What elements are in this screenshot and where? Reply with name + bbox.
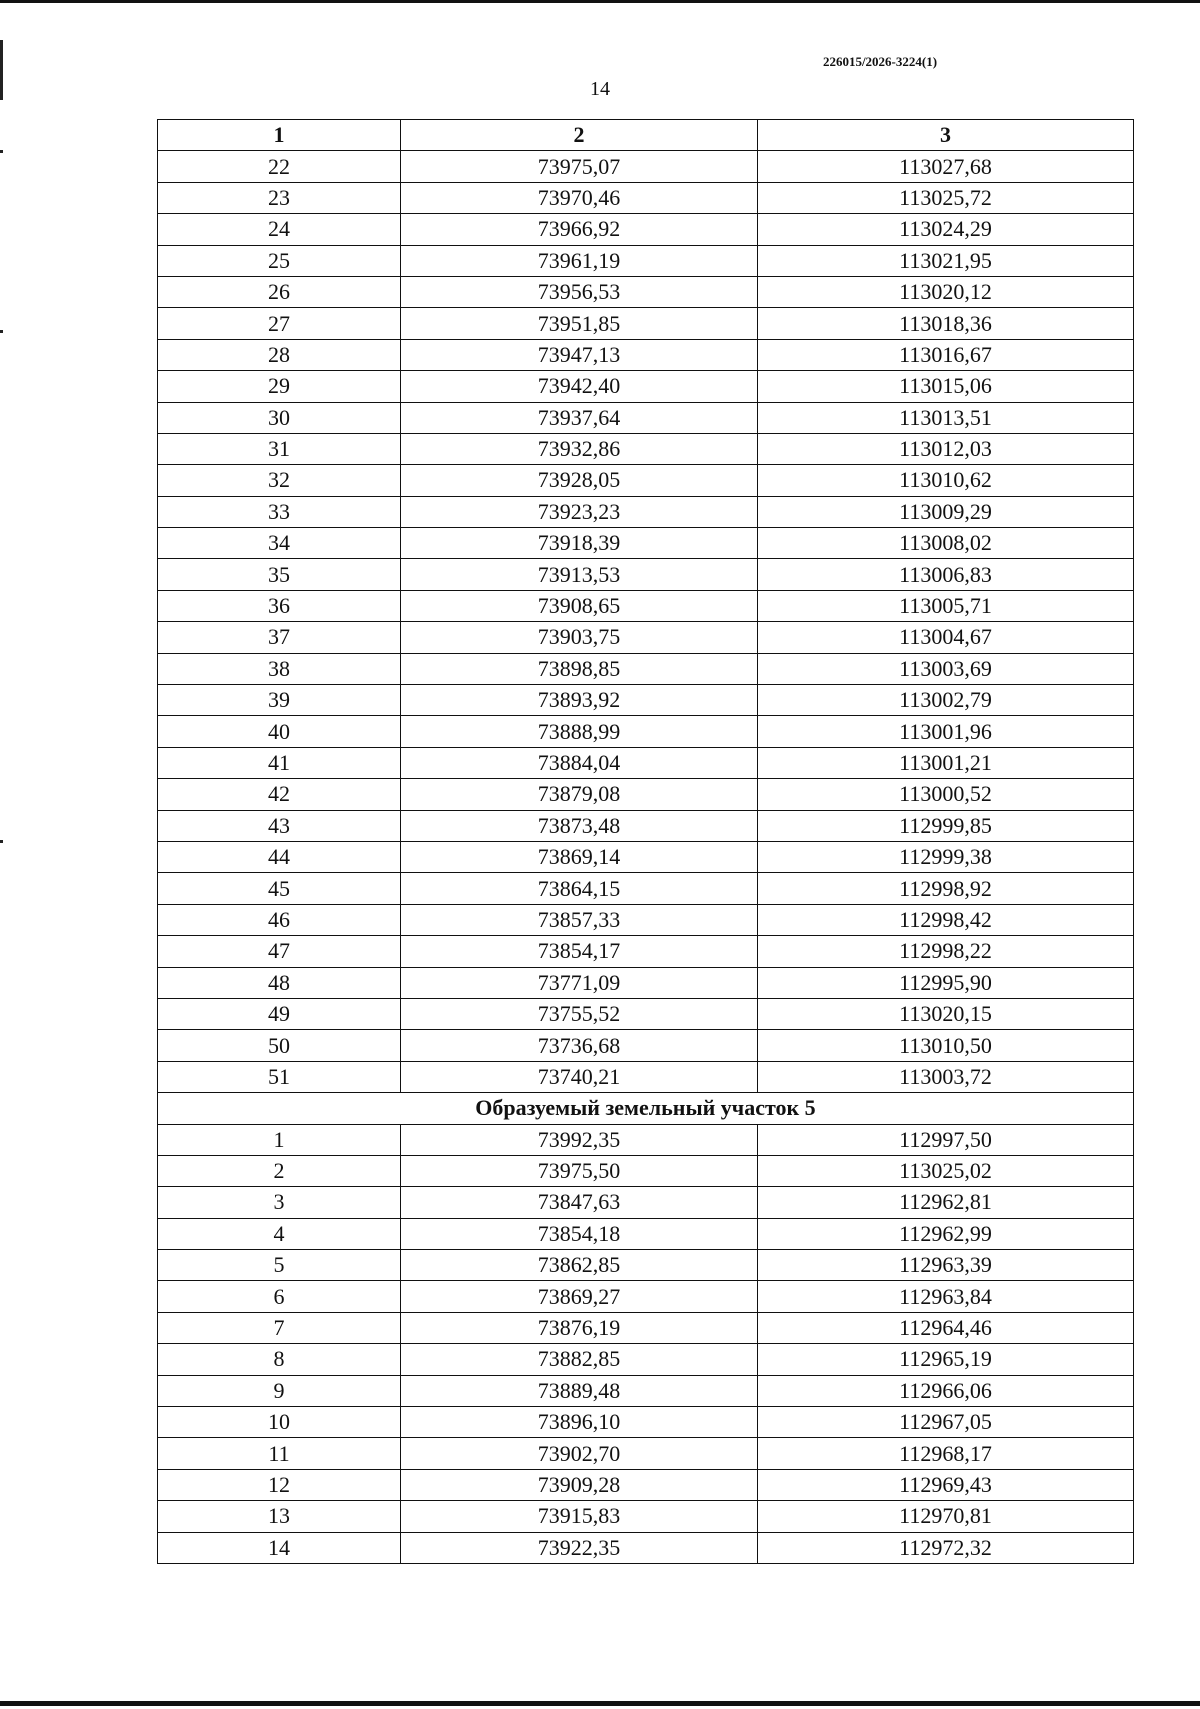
x-coordinate-cell: 73942,40: [401, 371, 758, 402]
y-coordinate-cell: 113001,96: [758, 716, 1134, 747]
table-row: [158, 1438, 1134, 1469]
x-coordinate-cell: 73876,19: [401, 1312, 758, 1343]
point-number-cell: 29: [158, 371, 401, 402]
x-coordinate-cell: 73736,68: [401, 1030, 758, 1061]
y-coordinate-cell: 112998,92: [758, 873, 1134, 904]
table-row: [158, 998, 1134, 1029]
y-coordinate-cell: 113027,68: [758, 151, 1134, 182]
table-row: [158, 276, 1134, 307]
y-coordinate-cell: 112964,46: [758, 1312, 1134, 1343]
point-number-cell: 13: [158, 1501, 401, 1532]
y-coordinate-cell: 112970,81: [758, 1501, 1134, 1532]
point-number-cell: 8: [158, 1344, 401, 1375]
x-coordinate-cell: 73923,23: [401, 496, 758, 527]
table-row: [158, 465, 1134, 496]
point-number-cell: 5: [158, 1250, 401, 1281]
table-row: [158, 747, 1134, 778]
table-row: [158, 622, 1134, 653]
y-coordinate-cell: 113020,12: [758, 276, 1134, 307]
x-coordinate-cell: 73918,39: [401, 528, 758, 559]
table-row: [158, 904, 1134, 935]
y-coordinate-cell: 112966,06: [758, 1375, 1134, 1406]
point-number-cell: 32: [158, 465, 401, 496]
scan-edge-mark: [0, 840, 3, 843]
scan-edge-mark: [0, 150, 3, 153]
table-row: [158, 685, 1134, 716]
x-coordinate-cell: 73869,27: [401, 1281, 758, 1312]
table-row: [158, 779, 1134, 810]
x-coordinate-cell: 73740,21: [401, 1061, 758, 1092]
x-coordinate-cell: 73932,86: [401, 433, 758, 464]
y-coordinate-cell: 112997,50: [758, 1124, 1134, 1155]
x-coordinate-cell: 73873,48: [401, 810, 758, 841]
x-coordinate-cell: 73869,14: [401, 841, 758, 872]
point-number-cell: 33: [158, 496, 401, 527]
table-row: [158, 1312, 1134, 1343]
table-row: [158, 151, 1134, 182]
x-coordinate-cell: 73898,85: [401, 653, 758, 684]
table-row: [158, 1407, 1134, 1438]
y-coordinate-cell: 113025,02: [758, 1155, 1134, 1186]
y-coordinate-cell: 113000,52: [758, 779, 1134, 810]
x-coordinate-cell: 73908,65: [401, 590, 758, 621]
y-coordinate-cell: 113009,29: [758, 496, 1134, 527]
y-coordinate-cell: 112963,39: [758, 1250, 1134, 1281]
table-row: [158, 1218, 1134, 1249]
section-row: [158, 1093, 1134, 1124]
table-header-row: [158, 120, 1134, 151]
table-row: [158, 528, 1134, 559]
y-coordinate-cell: 112998,22: [758, 936, 1134, 967]
table-row: [158, 496, 1134, 527]
y-coordinate-cell: 112968,17: [758, 1438, 1134, 1469]
point-number-cell: 11: [158, 1438, 401, 1469]
x-coordinate-cell: 73970,46: [401, 182, 758, 213]
point-number-cell: 49: [158, 998, 401, 1029]
table-row: [158, 810, 1134, 841]
x-coordinate-cell: 73903,75: [401, 622, 758, 653]
point-number-cell: 42: [158, 779, 401, 810]
y-coordinate-cell: 113001,21: [758, 747, 1134, 778]
table-row: [158, 1469, 1134, 1500]
point-number-cell: 26: [158, 276, 401, 307]
table-row: [158, 245, 1134, 276]
x-coordinate-cell: 73913,53: [401, 559, 758, 590]
x-coordinate-cell: 73947,13: [401, 339, 758, 370]
x-coordinate-cell: 73961,19: [401, 245, 758, 276]
y-coordinate-cell: 113012,03: [758, 433, 1134, 464]
x-coordinate-cell: 73864,15: [401, 873, 758, 904]
x-coordinate-cell: 73771,09: [401, 967, 758, 998]
y-coordinate-cell: 112972,32: [758, 1532, 1134, 1563]
point-number-cell: 23: [158, 182, 401, 213]
point-number-cell: 40: [158, 716, 401, 747]
point-number-cell: 4: [158, 1218, 401, 1249]
point-number-cell: 51: [158, 1061, 401, 1092]
point-number-cell: 31: [158, 433, 401, 464]
table-row: [158, 936, 1134, 967]
table-row: [158, 1532, 1134, 1563]
table-row: [158, 559, 1134, 590]
point-number-cell: 35: [158, 559, 401, 590]
point-number-cell: 1: [158, 1124, 401, 1155]
table-row: [158, 967, 1134, 998]
table-row: [158, 402, 1134, 433]
x-coordinate-cell: 73862,85: [401, 1250, 758, 1281]
x-coordinate-cell: 73847,63: [401, 1187, 758, 1218]
point-number-cell: 34: [158, 528, 401, 559]
y-coordinate-cell: 112962,99: [758, 1218, 1134, 1249]
point-number-cell: 48: [158, 967, 401, 998]
table-row: [158, 1281, 1134, 1312]
y-coordinate-cell: 112998,42: [758, 904, 1134, 935]
table-row: [158, 1187, 1134, 1218]
point-number-cell: 47: [158, 936, 401, 967]
point-number-cell: 50: [158, 1030, 401, 1061]
coordinates-table: [157, 119, 1134, 1564]
point-number-cell: 38: [158, 653, 401, 684]
table-row: [158, 308, 1134, 339]
y-coordinate-cell: 113005,71: [758, 590, 1134, 621]
point-number-cell: 46: [158, 904, 401, 935]
document-number: 226015/2026-3224(1): [822, 54, 938, 69]
x-coordinate-cell: 73896,10: [401, 1407, 758, 1438]
table-row: [158, 371, 1134, 402]
x-coordinate-cell: 73937,64: [401, 402, 758, 433]
x-coordinate-cell: 73857,33: [401, 904, 758, 935]
table-row: [158, 1030, 1134, 1061]
x-coordinate-cell: 73854,18: [401, 1218, 758, 1249]
point-number-cell: 22: [158, 151, 401, 182]
coordinates-table-body: [158, 120, 1134, 1564]
x-coordinate-cell: 73975,50: [401, 1155, 758, 1186]
y-coordinate-cell: 112995,90: [758, 967, 1134, 998]
y-coordinate-cell: 113021,95: [758, 245, 1134, 276]
y-coordinate-cell: 113013,51: [758, 402, 1134, 433]
column-header: 2: [401, 120, 758, 151]
table-row: [158, 182, 1134, 213]
page-bottom-border: [0, 1701, 1200, 1706]
x-coordinate-cell: 73755,52: [401, 998, 758, 1029]
x-coordinate-cell: 73893,92: [401, 685, 758, 716]
y-coordinate-cell: 113002,79: [758, 685, 1134, 716]
y-coordinate-cell: 113004,67: [758, 622, 1134, 653]
x-coordinate-cell: 73928,05: [401, 465, 758, 496]
table-row: [158, 1250, 1134, 1281]
x-coordinate-cell: 73854,17: [401, 936, 758, 967]
y-coordinate-cell: 113016,67: [758, 339, 1134, 370]
point-number-cell: 9: [158, 1375, 401, 1406]
point-number-cell: 39: [158, 685, 401, 716]
point-number-cell: 44: [158, 841, 401, 872]
x-coordinate-cell: 73992,35: [401, 1124, 758, 1155]
y-coordinate-cell: 112967,05: [758, 1407, 1134, 1438]
y-coordinate-cell: 113010,50: [758, 1030, 1134, 1061]
section-title: Образуемый земельный участок 5: [158, 1093, 1134, 1124]
x-coordinate-cell: 73922,35: [401, 1532, 758, 1563]
x-coordinate-cell: 73882,85: [401, 1344, 758, 1375]
point-number-cell: 30: [158, 402, 401, 433]
table-row: [158, 1501, 1134, 1532]
table-row: [158, 653, 1134, 684]
table-row: [158, 339, 1134, 370]
x-coordinate-cell: 73888,99: [401, 716, 758, 747]
point-number-cell: 36: [158, 590, 401, 621]
point-number-cell: 24: [158, 214, 401, 245]
point-number-cell: 43: [158, 810, 401, 841]
table-row: [158, 716, 1134, 747]
x-coordinate-cell: 73902,70: [401, 1438, 758, 1469]
table-row: [158, 1061, 1134, 1092]
table-row: [158, 873, 1134, 904]
x-coordinate-cell: 73956,53: [401, 276, 758, 307]
x-coordinate-cell: 73889,48: [401, 1375, 758, 1406]
page-number: 14: [590, 78, 610, 100]
page-top-border: [0, 0, 1200, 3]
column-header: 1: [158, 120, 401, 151]
table-row: [158, 1155, 1134, 1186]
table-row: [158, 590, 1134, 621]
table-row: [158, 1375, 1134, 1406]
y-coordinate-cell: 113008,02: [758, 528, 1134, 559]
y-coordinate-cell: 112999,38: [758, 841, 1134, 872]
point-number-cell: 6: [158, 1281, 401, 1312]
point-number-cell: 12: [158, 1469, 401, 1500]
y-coordinate-cell: 113018,36: [758, 308, 1134, 339]
y-coordinate-cell: 112969,43: [758, 1469, 1134, 1500]
y-coordinate-cell: 113015,06: [758, 371, 1134, 402]
y-coordinate-cell: 113003,72: [758, 1061, 1134, 1092]
table-row: [158, 1344, 1134, 1375]
y-coordinate-cell: 112963,84: [758, 1281, 1134, 1312]
table-row: [158, 433, 1134, 464]
column-header: 3: [758, 120, 1134, 151]
x-coordinate-cell: 73879,08: [401, 779, 758, 810]
table-row: [158, 1124, 1134, 1155]
y-coordinate-cell: 112962,81: [758, 1187, 1134, 1218]
x-coordinate-cell: 73909,28: [401, 1469, 758, 1500]
y-coordinate-cell: 113020,15: [758, 998, 1134, 1029]
y-coordinate-cell: 113010,62: [758, 465, 1134, 496]
y-coordinate-cell: 113025,72: [758, 182, 1134, 213]
table-row: [158, 841, 1134, 872]
scan-edge-mark: [0, 330, 3, 333]
x-coordinate-cell: 73915,83: [401, 1501, 758, 1532]
x-coordinate-cell: 73975,07: [401, 151, 758, 182]
point-number-cell: 27: [158, 308, 401, 339]
point-number-cell: 37: [158, 622, 401, 653]
point-number-cell: 3: [158, 1187, 401, 1218]
point-number-cell: 28: [158, 339, 401, 370]
x-coordinate-cell: 73951,85: [401, 308, 758, 339]
y-coordinate-cell: 113006,83: [758, 559, 1134, 590]
y-coordinate-cell: 113003,69: [758, 653, 1134, 684]
point-number-cell: 10: [158, 1407, 401, 1438]
x-coordinate-cell: 73884,04: [401, 747, 758, 778]
point-number-cell: 25: [158, 245, 401, 276]
y-coordinate-cell: 112999,85: [758, 810, 1134, 841]
point-number-cell: 41: [158, 747, 401, 778]
point-number-cell: 14: [158, 1532, 401, 1563]
scan-edge-mark: [0, 40, 3, 100]
point-number-cell: 2: [158, 1155, 401, 1186]
x-coordinate-cell: 73966,92: [401, 214, 758, 245]
point-number-cell: 45: [158, 873, 401, 904]
table-row: [158, 214, 1134, 245]
point-number-cell: 7: [158, 1312, 401, 1343]
y-coordinate-cell: 112965,19: [758, 1344, 1134, 1375]
y-coordinate-cell: 113024,29: [758, 214, 1134, 245]
